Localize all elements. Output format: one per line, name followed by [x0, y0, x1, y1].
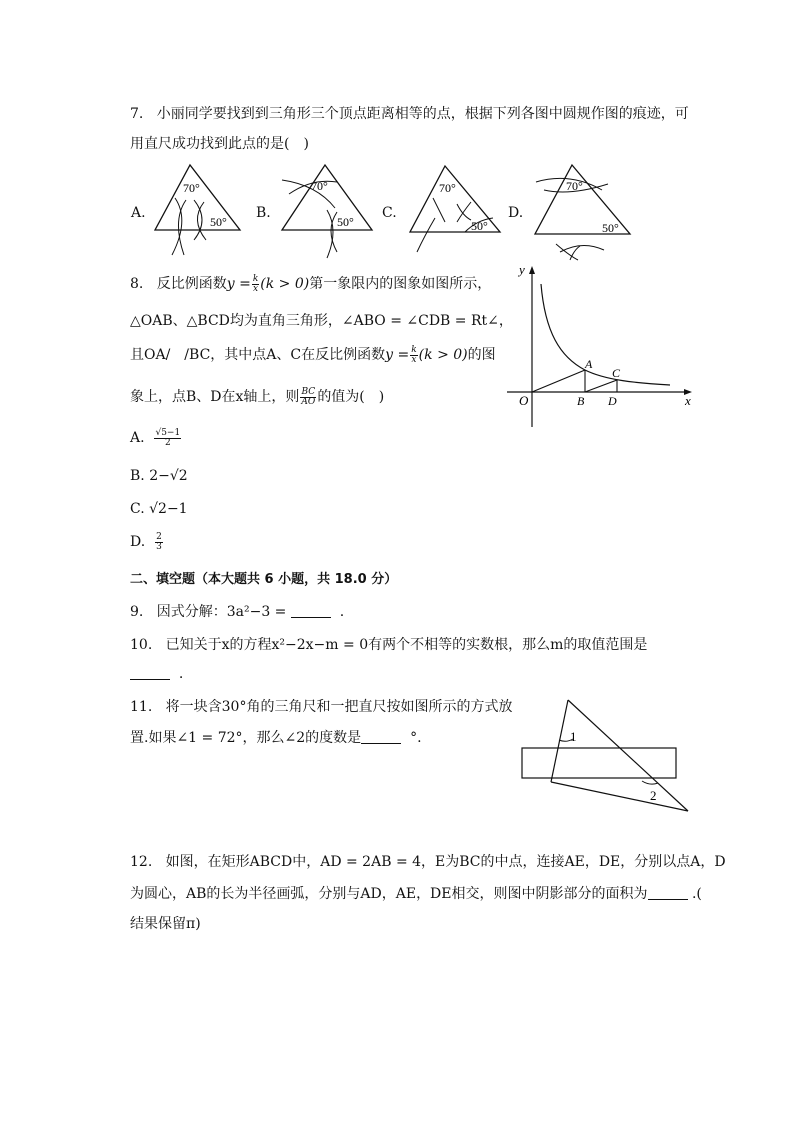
angle-70-label: 70°	[311, 179, 328, 193]
q8-func-cond: (k > 0)	[260, 276, 310, 292]
opt-a-num: √5−1	[155, 427, 181, 438]
angle-1-label: 1	[570, 729, 577, 744]
q8-number: 8.	[130, 276, 144, 292]
label-b: B	[577, 394, 585, 408]
q10-line2	[130, 664, 183, 684]
opt-a-den: 2	[164, 437, 171, 448]
section-2-title: 二、填空题（本大题共 6 小题，共 18.0 分）	[130, 572, 398, 587]
triangle-base	[551, 782, 688, 811]
q12-text-2b: .(	[691, 886, 702, 902]
q9-tail: .	[339, 604, 345, 620]
q7-option-a: A.	[131, 205, 146, 221]
angle-50-label: 50°	[210, 215, 227, 229]
q8-line3	[130, 345, 496, 365]
q8-option-c: C. √2−1	[130, 501, 188, 517]
q11-text-1: 将一块含30°角的三角尺和一把直尺按如图所示的方式放	[165, 699, 513, 715]
q7-figure-b	[277, 160, 377, 260]
label-x: x	[685, 393, 691, 408]
label-y: y	[519, 262, 525, 277]
angle-50-label: 50°	[602, 221, 619, 235]
q8-text-4b: 的值为( )	[317, 389, 385, 405]
q12-line2	[130, 884, 702, 904]
q8-func-lhs: y =	[226, 276, 251, 292]
q8-text-1a: 反比例函数	[156, 276, 227, 292]
ratio-den: AO	[301, 396, 316, 407]
q7-figure-a	[150, 160, 250, 260]
q8-line4	[130, 387, 384, 407]
frac-num: k	[252, 273, 259, 284]
frac-den: x	[411, 354, 417, 365]
angle-2-label: 2	[650, 788, 657, 803]
angle-70-label: 70°	[439, 181, 456, 195]
q12-line1	[130, 852, 726, 872]
q8-line1	[130, 274, 491, 294]
q10-tail: .	[178, 666, 184, 682]
q7-option-c: C.	[382, 205, 397, 221]
ruler	[522, 748, 676, 778]
q7-option-d: D.	[508, 205, 524, 221]
q7-text-1: 小丽同学要找到到三角形三个顶点距离相等的点，根据下列各图中圆规作图的痕迹，可	[156, 106, 689, 122]
q9-number: 9.	[130, 604, 144, 620]
q12-text-1: 如图，在矩形ABCD中，AD = 2AB = 4，E为BC的中点，连接AE，DE，分别以点A，D	[165, 854, 726, 870]
q11-figure	[518, 695, 693, 815]
ratio-num: BC	[301, 386, 316, 397]
label-d: D	[608, 394, 617, 408]
angle-70-label: 70°	[566, 179, 583, 193]
q7-figure-c	[405, 160, 505, 260]
label-a: A	[585, 357, 593, 371]
q9-answer-blank[interactable]	[291, 603, 331, 618]
q8-ratio	[300, 388, 316, 407]
frac-den: x	[253, 283, 259, 294]
q7-line2: 用直尺成功找到此点的是( )	[130, 136, 309, 152]
q8-option-b: B. 2−√2	[130, 468, 188, 484]
opt-a-label: A.	[130, 430, 145, 446]
hyperbola-curve	[541, 284, 670, 385]
angle-50-label: 50°	[337, 215, 354, 229]
q10-answer-blank[interactable]	[130, 665, 170, 680]
q8-line2: △OAB、△BCD均为直角三角形，∠ABO = ∠CDB = Rt∠，	[130, 313, 513, 329]
q11-answer-blank[interactable]	[361, 729, 401, 744]
q8-func-cond-2: (k > 0)	[418, 347, 468, 363]
q12-line3: 结果保留π)	[130, 916, 201, 932]
q8-text-1b: 第一象限内的图象如图所示，	[309, 276, 492, 292]
angle-50-label: 50°	[471, 219, 488, 233]
q8-option-d	[130, 532, 164, 552]
q10-number: 10.	[130, 637, 153, 653]
q8-func-frac	[252, 275, 259, 294]
q8-func-frac-2	[410, 346, 417, 365]
q9-text: 因式分解：3a²−3 =	[156, 604, 287, 620]
q12-text-2a: 为圆心，AB的长为半径画弧，分别与AD，AE，DE相交，则图中阴影部分的面积为	[130, 886, 648, 902]
q10-text: 已知关于x的方程x²−2x−m = 0有两个不相等的实数根，那么m的取值范围是	[165, 637, 648, 653]
label-c: C	[612, 366, 621, 380]
q9-line	[130, 602, 344, 622]
q11-line2	[130, 728, 422, 748]
q12-answer-blank[interactable]	[648, 885, 688, 900]
q11-text-2a: 置.如果∠1 = 72°，那么∠2的度数是	[130, 730, 362, 746]
opt-a-frac	[154, 429, 181, 448]
q8-text-3a: 且OA/ /BC，其中点A、C在反比例函数	[130, 347, 386, 363]
q11-line1	[130, 697, 512, 717]
q7-number: 7.	[130, 106, 144, 122]
segment-oa	[532, 370, 585, 392]
q8-graph	[505, 262, 695, 432]
q8-func-lhs-2: y =	[385, 347, 410, 363]
label-o: O	[519, 393, 529, 408]
q11-number: 11.	[130, 699, 153, 715]
q11-text-2b: °.	[410, 730, 422, 746]
angle-70-label: 70°	[183, 181, 200, 195]
opt-d-den: 3	[156, 541, 162, 552]
q7-line1	[130, 104, 689, 124]
q8-text-3b: 的图	[467, 347, 496, 363]
opt-d-label: D.	[130, 534, 146, 550]
frac-num: k	[411, 344, 417, 355]
q8-text-4a: 象上，点B、D在x轴上，则	[130, 389, 300, 405]
triangle-hypotenuse	[568, 700, 688, 811]
opt-d-frac	[155, 533, 163, 552]
q7-option-b: B.	[256, 205, 271, 221]
q7-figure-d	[530, 160, 640, 260]
opt-d-num: 2	[156, 531, 162, 542]
q10-line1	[130, 635, 647, 655]
segment-bc	[585, 380, 617, 392]
q8-option-a	[130, 428, 182, 448]
q12-number: 12.	[130, 854, 153, 870]
